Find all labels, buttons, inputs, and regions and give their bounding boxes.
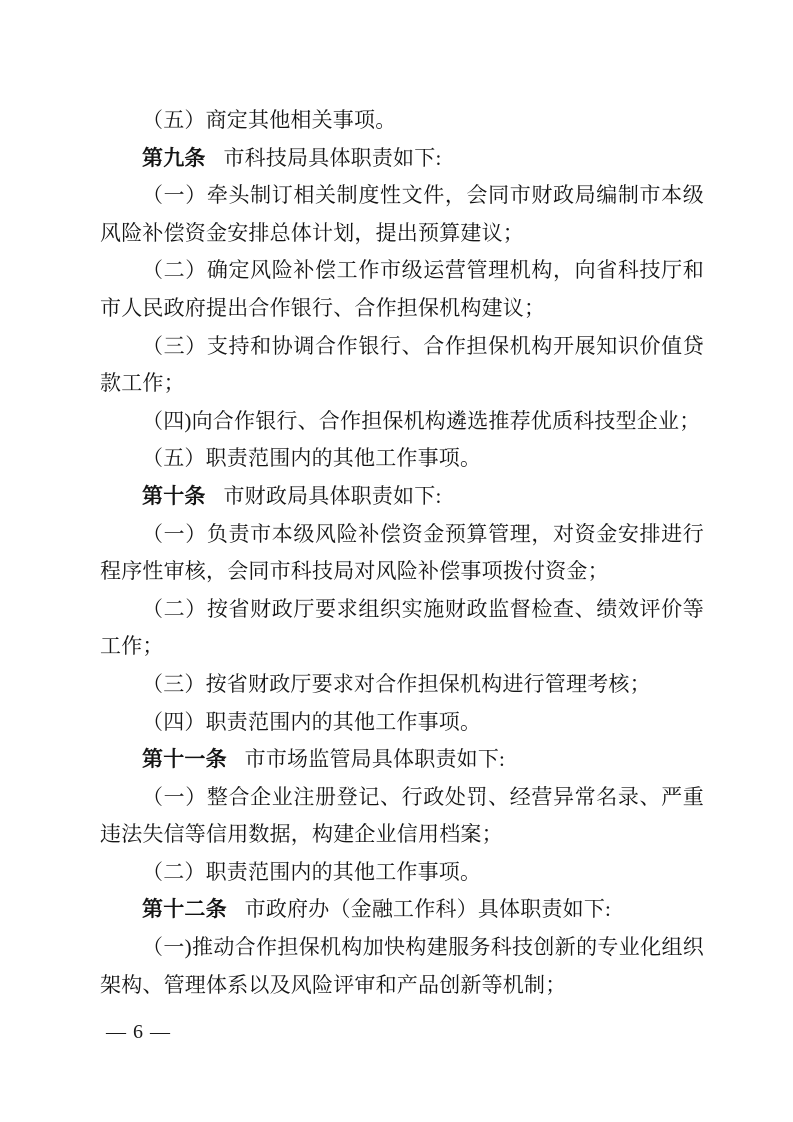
paragraph-text: （二）职责范围内的其他工作事项。 [142, 859, 482, 884]
article-heading [100, 478, 704, 516]
paragraph [100, 102, 704, 140]
paragraph-text: 市政府办（金融工作科）具体职责如下: [244, 897, 612, 922]
paragraph-text: （一）负责市本级风险补偿资金预算管理，对资金安排进行程序性审核，会同市科技局对风险补偿事项拨付资金； [100, 521, 704, 584]
article-number-label: 第十二条 [142, 897, 227, 922]
article-heading [100, 140, 704, 178]
paragraph [100, 177, 704, 252]
paragraph-text: （二）按省财政厅要求组织实施财政监督检查、绩效评价等工作； [100, 596, 704, 659]
article-number-label: 第十条 [142, 483, 206, 508]
paragraph [100, 704, 704, 742]
article-heading [100, 741, 704, 779]
page-footer [106, 1021, 171, 1044]
paragraph-text: 市财政局具体职责如下: [223, 483, 442, 508]
paragraph-text: （三）按省财政厅要求对合作担保机构进行管理考核； [142, 671, 651, 696]
paragraph-text: （四)向合作银行、合作担保机构遴选推荐优质科技型企业； [142, 408, 701, 433]
document-body [100, 102, 704, 1004]
paragraph [100, 252, 704, 327]
paragraph [100, 440, 704, 478]
paragraph-text: 市市场监管局具体职责如下: [244, 747, 506, 772]
paragraph [100, 403, 704, 441]
paragraph [100, 516, 704, 591]
paragraph [100, 929, 704, 1004]
paragraph-text: （五）商定其他相关事项。 [142, 108, 397, 132]
paragraph [100, 591, 704, 666]
paragraph-text: （一)推动合作担保机构加快构建服务科技创新的专业化组织架构、管理体系以及风险评审和产品创新等机制； [100, 935, 704, 997]
paragraph-text: （一）牵头制订相关制度性文件，会同市财政局编制市本级风险补偿资金安排总体计划，提出预算建议； [100, 183, 704, 245]
page-number: — 6 — [106, 1021, 171, 1043]
article-number-label: 第九条 [142, 145, 206, 170]
paragraph-text: （四）职责范围内的其他工作事项。 [142, 709, 482, 734]
paragraph-text: （一）整合企业注册登记、行政处罚、经营异常名录、严重违法失信等信用数据，构建企业信用档案； [100, 784, 704, 847]
paragraph [100, 666, 704, 704]
paragraph-text: （三）支持和协调合作银行、合作担保机构开展知识价值贷款工作； [100, 333, 704, 396]
article-heading [100, 891, 704, 929]
paragraph [100, 328, 704, 403]
paragraph [100, 779, 704, 854]
paragraph [100, 854, 704, 892]
paragraph-text: （五）职责范围内的其他工作事项。 [142, 446, 482, 471]
article-number-label: 第十一条 [142, 747, 227, 772]
paragraph-text: （二）确定风险补偿工作市级运营管理机构，向省科技厅和市人民政府提出合作银行、合作担保机构建议； [100, 258, 704, 320]
paragraph-text: 市科技局具体职责如下: [223, 145, 442, 170]
